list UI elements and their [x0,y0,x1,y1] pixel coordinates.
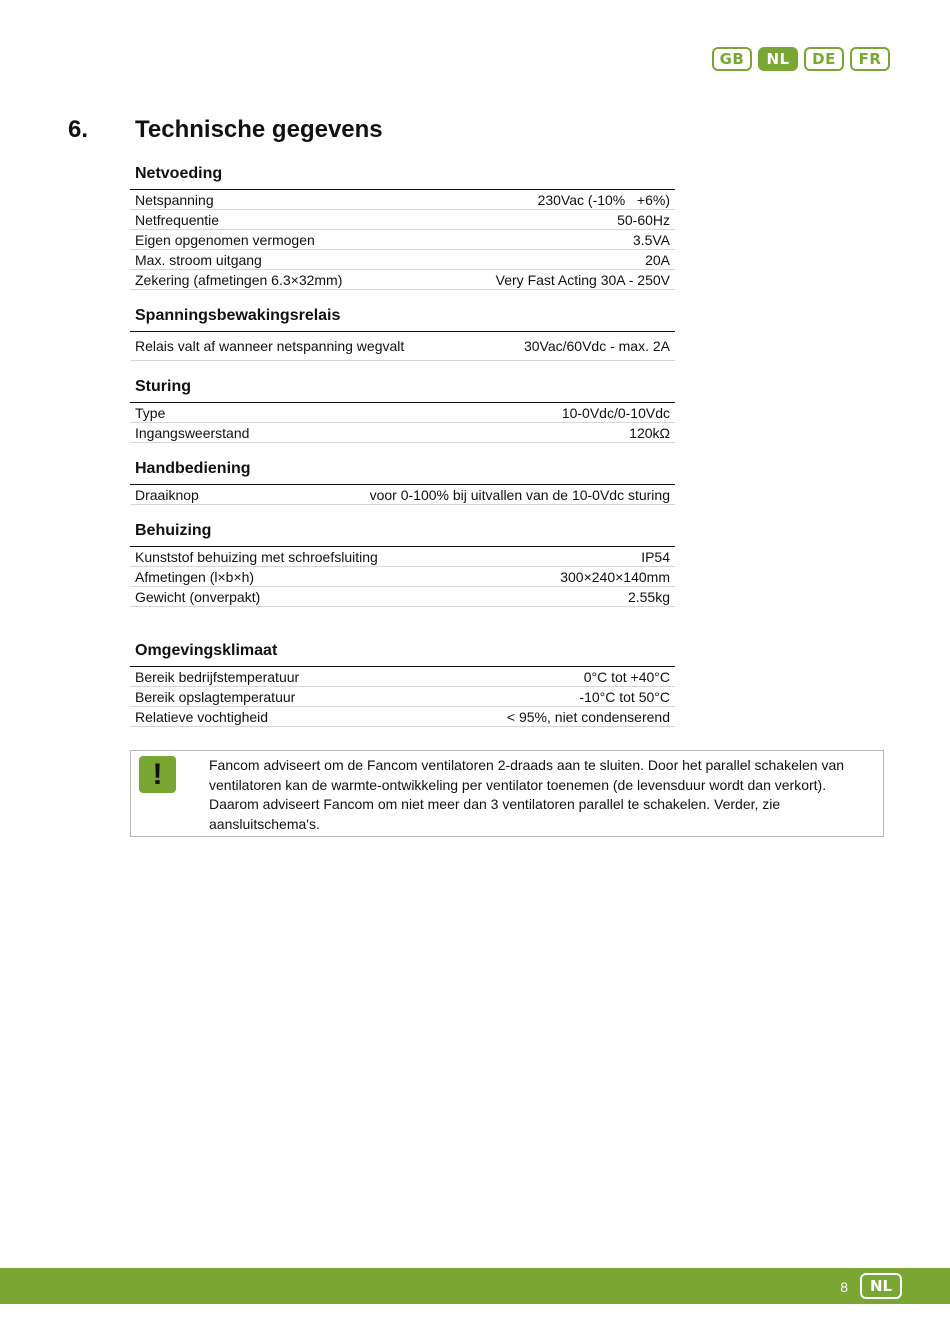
group-title: Netvoeding [135,165,223,182]
table-row [130,332,675,361]
spec-tables [130,164,675,743]
spec-table [130,666,675,727]
spec-group-omgevingsklimaat [130,641,675,727]
row-value: 3.5VA [632,231,670,248]
notice-text: Fancom adviseert om de Fancom ventilatoren 2-draads aan te sluiten. Door het parallel schakelen van ventilatoren kan de warmte-ontwikkeling per ventilator toenemen (de levensduur wordt dan verkort). Daarom adviseert Fancom om niet meer dan 3 ventilatoren parallel te schakelen. Verder, zie aansluitschema's. [209,757,845,832]
table-row [130,403,675,423]
footer-language-badge: NL [860,1273,902,1299]
section-title: Technische gegevens [135,116,383,143]
row-label: Type [135,404,166,421]
row-label: Max. stroom uitgang [135,251,262,268]
table-row [130,485,675,505]
row-label: Netspanning [135,191,214,208]
row-value: 230Vac (-10% +6%) [537,191,670,208]
spec-group-behuizing [130,521,675,607]
spec-table [130,189,675,290]
group-title: Spanningsbewakingsrelais [135,307,341,324]
row-value: 2.55kg [627,588,670,605]
table-row [130,190,675,210]
row-value: IP54 [641,548,670,565]
table-row [130,667,675,687]
row-value: 50-60Hz [617,211,670,228]
spec-table [130,484,675,505]
table-row [130,547,675,567]
row-label: Bereik opslagtemperatuur [135,688,296,705]
group-title: Omgevingsklimaat [135,642,278,659]
group-title: Handbediening [135,460,251,477]
row-label: Bereik bedrijfstemperatuur [135,668,300,685]
table-row [130,707,675,727]
lang-tab-fr[interactable]: FR [850,47,890,71]
spec-table [130,546,675,607]
table-row [130,210,675,230]
row-value: 0°C tot +40°C [583,668,670,685]
row-value: voor 0-100% bij uitvallen van de 10-0Vdc sturing [369,486,670,503]
lang-tab-nl[interactable]: NL [758,47,798,71]
row-label: Ingangsweerstand [135,424,250,441]
row-label: Relais valt af wanneer netspanning wegvalt [135,338,405,354]
table-row [130,270,675,290]
row-value: 10-0Vdc/0-10Vdc [561,404,670,421]
spec-group-spanningsbewakingsrelais [130,306,675,361]
section-number: 6. [68,116,89,143]
table-row [130,587,675,607]
row-value: 120kΩ [629,424,670,441]
spec-group-netvoeding [130,164,675,290]
spec-table [130,402,675,443]
spec-group-handbediening [130,459,675,505]
spec-table [130,331,675,361]
row-label: Gewicht (onverpakt) [135,588,261,605]
row-value: -10°C tot 50°C [579,688,670,705]
row-value: Very Fast Acting 30A - 250V [495,271,670,288]
row-value: 300×240×140mm [560,568,670,585]
table-row [130,687,675,707]
language-tabs [712,47,890,71]
table-row [130,423,675,443]
spec-group-sturing [130,377,675,443]
row-label: Afmetingen (l×b×h) [135,568,255,585]
lang-tab-gb[interactable]: GB [712,47,752,71]
table-row [130,230,675,250]
warning-notice [130,750,884,837]
row-label: Relatieve vochtigheid [135,708,269,725]
lang-tab-de[interactable]: DE [804,47,844,71]
row-label: Eigen opgenomen vermogen [135,231,315,248]
table-row [130,250,675,270]
row-label: Kunststof behuizing met schroefsluiting [135,548,378,565]
footer-bar [0,1268,950,1304]
row-value: < 95%, niet condenserend [506,708,670,725]
group-title: Behuizing [135,522,212,539]
row-label: Netfrequentie [135,211,220,228]
row-label: Zekering (afmetingen 6.3×32mm) [135,271,343,288]
page-number: 8 [840,1279,848,1295]
row-value: 30Vac/60Vdc - max. 2A [523,338,670,354]
table-row [130,567,675,587]
row-value: 20A [645,251,670,268]
exclamation-icon: ! [139,756,176,793]
row-label: Draaiknop [135,486,199,503]
group-title: Sturing [135,378,191,395]
